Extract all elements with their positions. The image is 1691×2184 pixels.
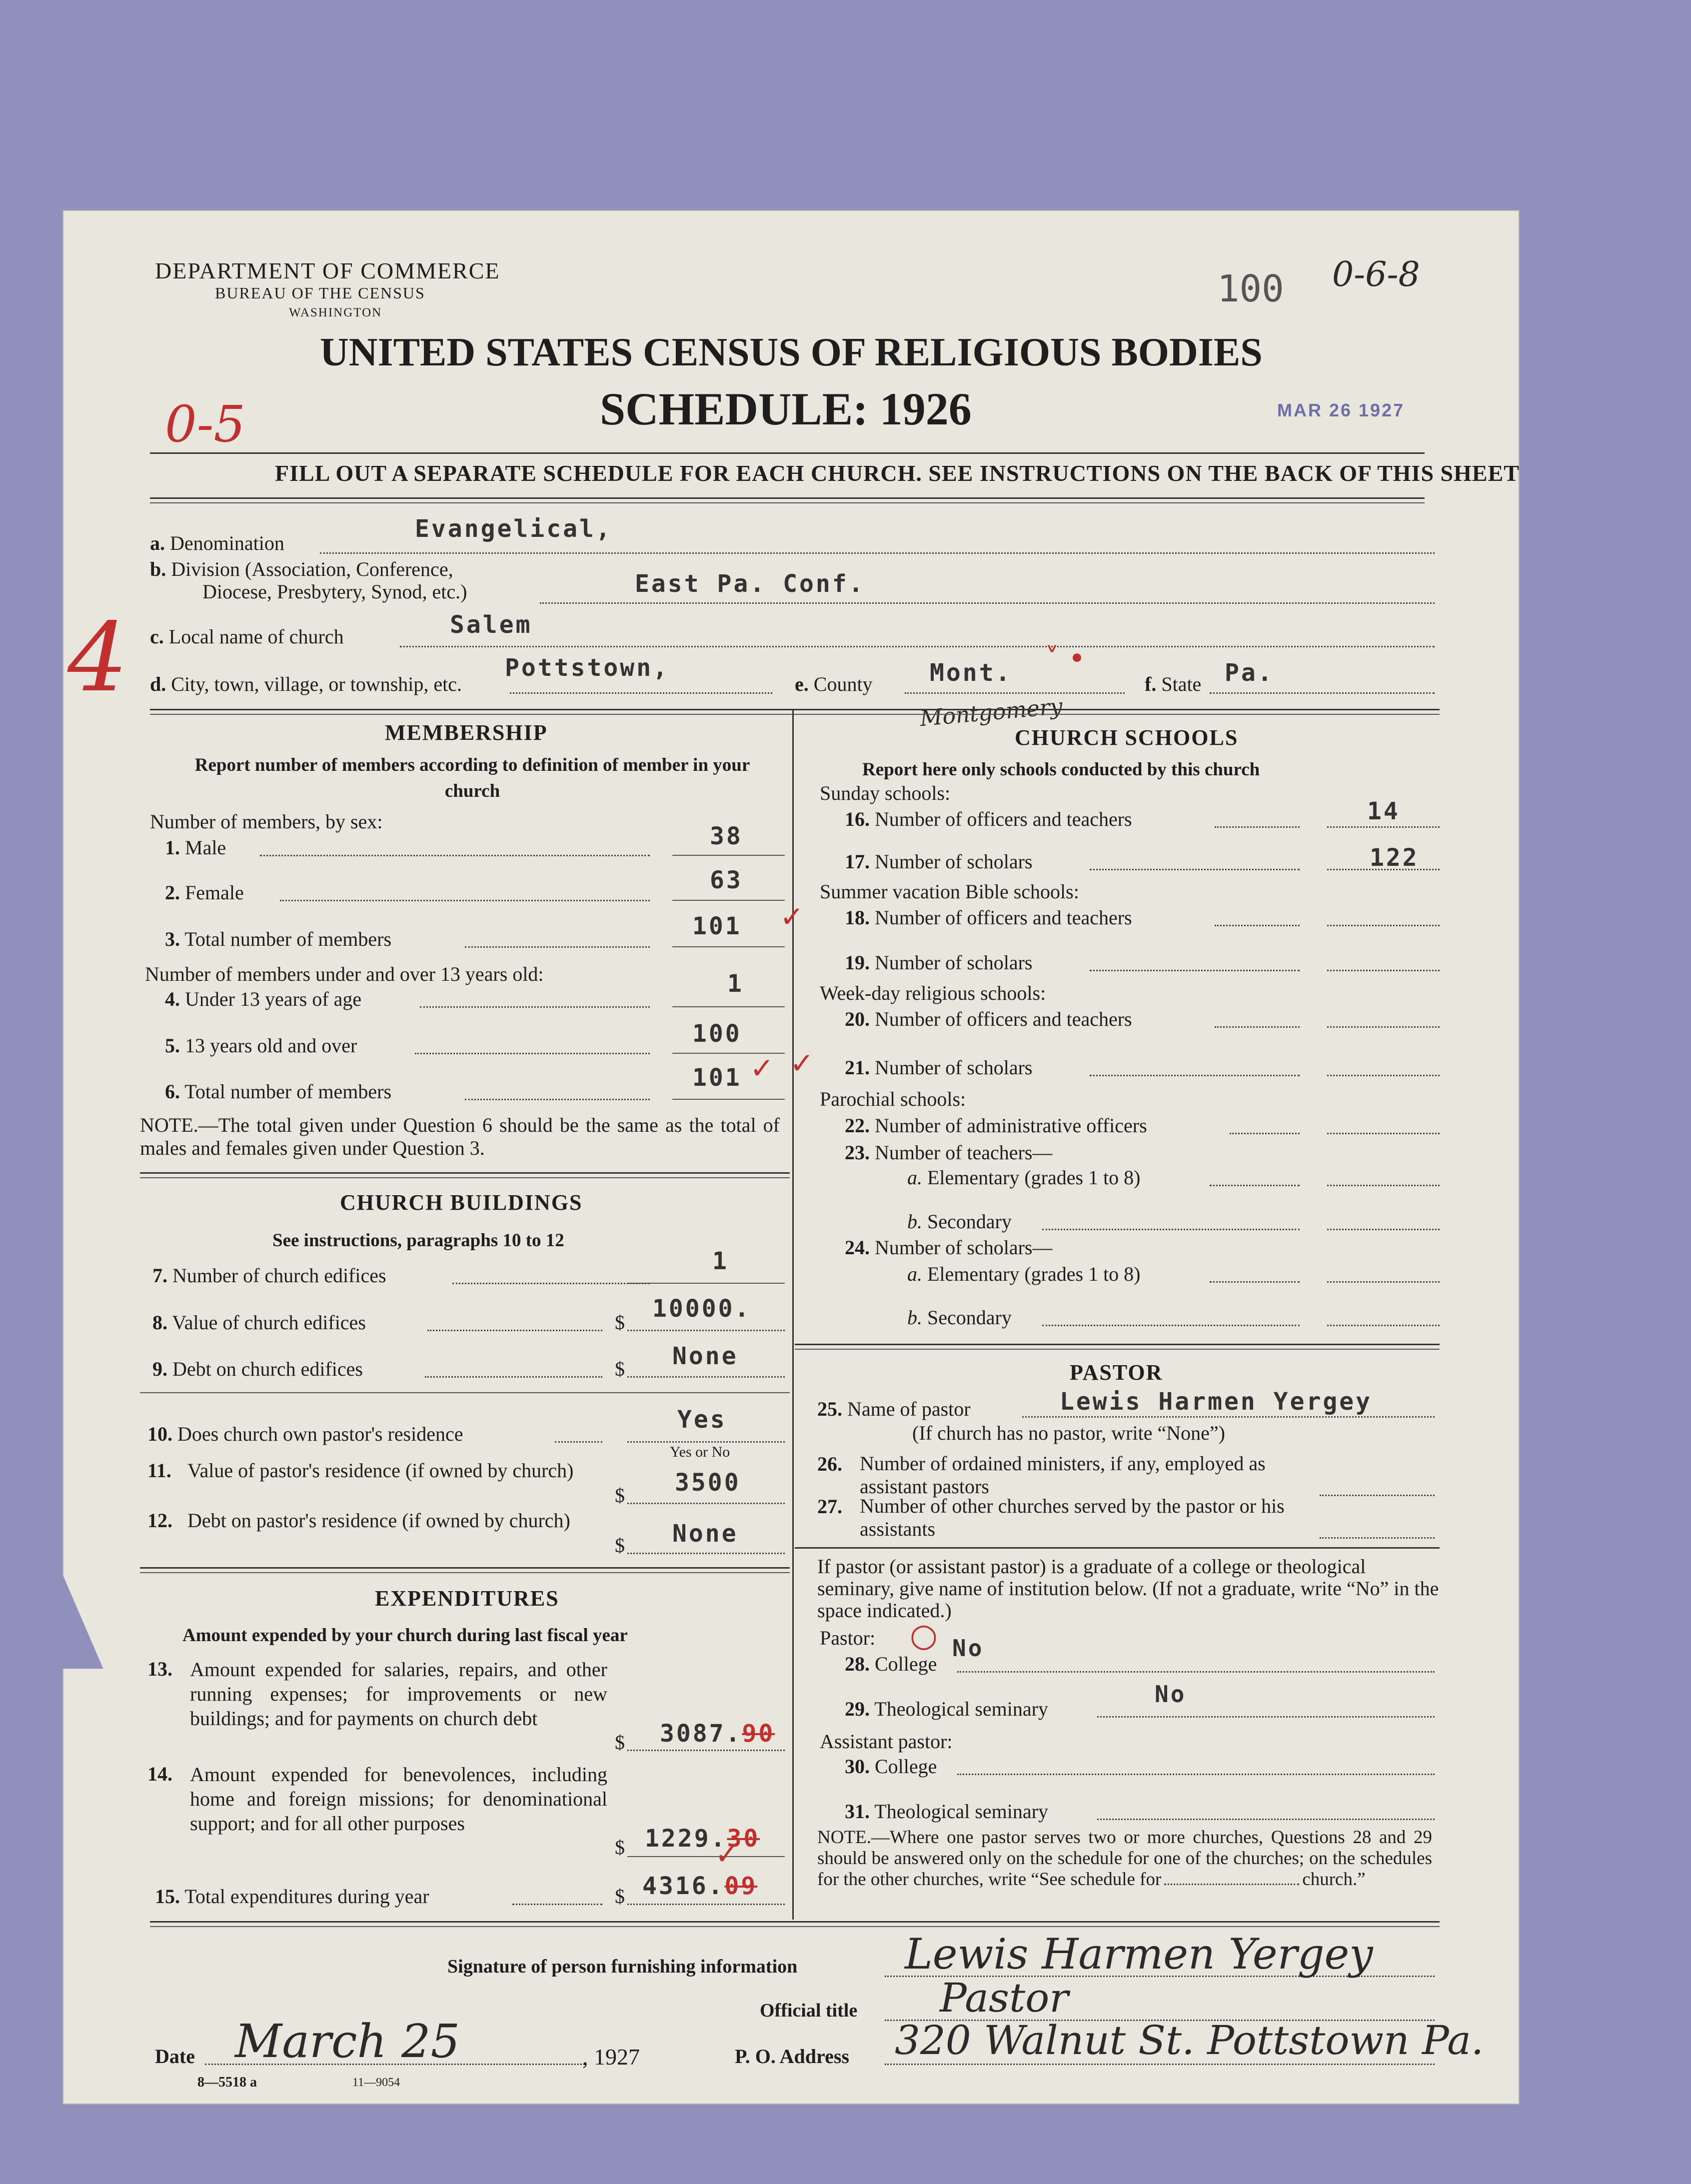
q3-leader: [465, 946, 650, 948]
official-title-value: Pastor: [940, 1975, 1069, 2021]
footer-rule: [150, 1921, 1440, 1923]
q15-dollar-sign: $: [615, 1885, 625, 1908]
q18-answer-line: [1327, 925, 1440, 926]
q25-label: Name of pastor: [847, 1398, 971, 1420]
parochial-schools-label: Parochial schools:: [820, 1088, 966, 1110]
q9-label: Debt on church edifices: [172, 1358, 363, 1380]
q17-leader: [1090, 869, 1300, 870]
q18-leader: [1215, 925, 1300, 926]
division-line: [540, 602, 1435, 604]
weekday-schools-label: Week-day religious schools:: [820, 982, 1046, 1004]
q28-college-value: No: [952, 1635, 984, 1662]
church-name-label: Local name of church: [168, 625, 344, 648]
schools-rule-2: [795, 1349, 1440, 1350]
po-address-label: P. O. Address: [735, 2045, 849, 2068]
q1-answer-line: [672, 855, 785, 856]
state-value: Pa.: [1225, 659, 1274, 687]
q2-female-value: 63: [710, 866, 743, 894]
q6-answer-line: [672, 1099, 785, 1100]
q16-label: Number of officers and teachers: [875, 808, 1132, 830]
q27-answer-line: [1320, 1537, 1435, 1539]
q24b-label: Secondary: [927, 1306, 1012, 1329]
date-label: Date: [155, 2045, 195, 2068]
header-rule-bottom-2: [150, 502, 1425, 503]
q14-dollar-sign: $: [615, 1836, 625, 1859]
department-name: DEPARTMENT OF COMMERCE: [155, 258, 500, 283]
q12-value: None: [672, 1520, 738, 1548]
q10-leader: [555, 1441, 602, 1443]
buildings-rule-2: [140, 1572, 790, 1573]
q16-leader: [1215, 826, 1300, 828]
q7-answer-line: [627, 1283, 785, 1284]
header-rule-top: [150, 452, 1425, 454]
assistant-pastor-subheading: Assistant pastor:: [820, 1730, 953, 1753]
bureau-name: BUREAU OF THE CENSUS: [215, 284, 425, 302]
section-rule-2: [150, 714, 1440, 715]
q2-answer-line: [672, 900, 785, 901]
q6-check-mark-2: ✓: [790, 1046, 814, 1080]
q26-label: Number of ordained ministers, if any, employed as assistant pastors: [860, 1452, 1266, 1498]
q27-label: Number of other churches served by the pastor or his assistants: [860, 1495, 1285, 1540]
expenditures-heading: EXPENDITURES: [375, 1586, 559, 1611]
q4-under13-value: 1: [727, 970, 744, 998]
q4-answer-line: [672, 1006, 785, 1007]
q6-label: Total number of members: [184, 1080, 392, 1103]
q13-dollar-sign: $: [615, 1731, 625, 1754]
q18-label: Number of officers and teachers: [875, 906, 1132, 929]
page-title: UNITED STATES CENSUS OF RELIGIOUS BODIES: [320, 330, 1263, 374]
q16-value: 14: [1367, 797, 1400, 825]
state-line: [1210, 692, 1435, 694]
q14-check-mark: ✓: [715, 1837, 739, 1871]
q15-label: Total expenditures during year: [184, 1885, 429, 1908]
red-annotation: 0-5: [165, 395, 246, 453]
sunday-schools-label: Sunday schools:: [820, 782, 951, 804]
q3-total-value: 101: [692, 912, 742, 940]
q29-seminary-value: No: [1155, 1681, 1187, 1708]
membership-intro: Report number of members according to definition of member in your church: [194, 755, 750, 801]
q11-answer-line: [627, 1503, 785, 1504]
by-age-label: Number of members under and over 13 years old:: [145, 963, 544, 985]
q8-leader: [427, 1330, 602, 1331]
pastor-note-end: church.”: [1302, 1869, 1366, 1890]
date-year: , 1927: [582, 2044, 640, 2070]
q9-answer-line: [627, 1376, 785, 1378]
q30-label: College: [875, 1755, 937, 1778]
q24a-leader: [1210, 1281, 1300, 1283]
q30-answer-line: [957, 1774, 1435, 1775]
q26-answer-line: [1320, 1495, 1435, 1496]
q9-value: None: [672, 1342, 738, 1370]
membership-rule: [140, 1172, 790, 1174]
bureau-city: WASHINGTON: [289, 306, 382, 319]
membership-rule-2: [140, 1177, 790, 1178]
q21-answer-line: [1327, 1075, 1440, 1076]
q23a-answer-line: [1327, 1185, 1440, 1186]
q1-male-value: 38: [710, 822, 743, 850]
q11-value: 3500: [675, 1469, 741, 1497]
q14-value: 1229.: [645, 1825, 727, 1853]
q13-label: Amount expended for salaries, repairs, and other running expenses; for improvements or new buildings; and for payments on church debt: [190, 1658, 607, 1730]
red-circle-mark: ○: [910, 1617, 938, 1654]
q28-answer-line: [957, 1671, 1435, 1673]
q23a-label: Elementary (grades 1 to 8): [927, 1166, 1141, 1189]
form-number: 8—5518 a: [197, 2075, 257, 2090]
q29-label: Theological seminary: [874, 1698, 1048, 1720]
division-label: Division (Association, Conference,: [171, 558, 453, 580]
q23b-leader: [1042, 1229, 1300, 1230]
division-value: East Pa. Conf.: [635, 570, 865, 598]
q10-hint: Yes or No: [670, 1444, 730, 1460]
q7-leader: [452, 1283, 650, 1284]
signature-value: Lewis Harmen Yergey: [905, 1930, 1373, 1979]
q13-cents-struck: 90: [742, 1720, 775, 1748]
schools-intro: Report here only schools conducted by this church: [862, 759, 1260, 780]
official-title-label: Official title: [760, 2000, 858, 2021]
q12-dollar-sign: $: [615, 1534, 625, 1557]
q21-label: Number of scholars: [875, 1056, 1033, 1079]
q1-label: Male: [185, 836, 226, 859]
graduate-instructions: If pastor (or assistant pastor) is a graduate of a college or theological seminary, give name of institution below. (If not a graduate, write “No” in the space indicated.): [817, 1555, 1439, 1622]
q14-cents-struck: 30: [727, 1825, 760, 1853]
q3-answer-line: [672, 946, 785, 947]
q7-label: Number of church edifices: [172, 1264, 386, 1287]
q17-label: Number of scholars: [875, 850, 1033, 873]
q8-answer-line: [627, 1330, 785, 1331]
pastor-rule: [795, 1547, 1440, 1549]
q10-label: Does church own pastor's residence: [177, 1423, 463, 1445]
q23-label: Number of teachers—: [875, 1141, 1053, 1164]
q15-value: 4316.: [642, 1872, 725, 1900]
q25-hint: (If church has no pastor, write “None”): [912, 1422, 1225, 1444]
po-address-value: 320 Walnut St. Pottstown Pa.: [895, 2017, 1484, 2064]
received-date-stamp: MAR 26 1927: [1277, 400, 1405, 420]
q9-dollar-sign: $: [615, 1358, 625, 1380]
q5-leader: [415, 1053, 650, 1054]
q3-label: Total number of members: [184, 928, 392, 950]
q31-answer-line: [1097, 1819, 1435, 1820]
q24b-leader: [1042, 1325, 1300, 1326]
q15-answer-line: [627, 1904, 785, 1905]
q15-cents-struck: 09: [724, 1872, 758, 1900]
q3-check-mark: ✓: [780, 900, 804, 934]
po-address-line: [885, 2064, 1435, 2065]
q13-value: 3087.: [660, 1720, 742, 1748]
state-label: State: [1161, 673, 1202, 695]
county-value: Mont.: [930, 659, 1012, 687]
church-name-value: Salem: [450, 611, 532, 639]
buildings-intro: See instructions, paragraphs 10 to 12: [272, 1230, 564, 1251]
section-rule: [150, 709, 1440, 710]
q13-answer-line: [627, 1750, 785, 1751]
q21-leader: [1090, 1075, 1300, 1076]
q16-answer-line: [1327, 826, 1440, 828]
q9-leader: [425, 1376, 602, 1378]
q2-leader: [280, 900, 650, 901]
q20-leader: [1215, 1026, 1300, 1028]
q11-label: Value of pastor's residence (if owned by church): [187, 1459, 574, 1482]
q19-answer-line: [1327, 970, 1440, 971]
denomination-value: Evangelical,: [415, 515, 612, 543]
q22-leader: [1230, 1133, 1300, 1134]
q2-label: Female: [185, 881, 244, 904]
county-full-name-note: Montgomery: [919, 693, 1064, 732]
footer-rule-2: [150, 1926, 1440, 1927]
q11-dollar-sign: $: [615, 1484, 625, 1507]
q24b-answer-line: [1327, 1325, 1440, 1326]
church-name-line: [400, 646, 1435, 647]
denomination-line: [320, 552, 1435, 554]
q22-label: Number of administrative officers: [875, 1114, 1147, 1137]
q8-value: 10000.: [652, 1295, 751, 1323]
header-rule-bottom: [150, 497, 1425, 499]
pastor-subheading: Pastor:: [820, 1627, 876, 1649]
city-value: Pottstown,: [505, 654, 669, 682]
q4-leader: [420, 1006, 650, 1008]
county-label: County: [813, 673, 873, 695]
q6-total-value: 101: [692, 1064, 742, 1092]
q17-value: 122: [1370, 844, 1419, 872]
q14-answer-line: [627, 1856, 785, 1857]
q1-leader: [260, 855, 650, 856]
code-number: 100: [1217, 267, 1284, 310]
q28-label: College: [875, 1653, 937, 1675]
schools-rule: [795, 1344, 1440, 1345]
q4-label: Under 13 years of age: [185, 988, 362, 1010]
q25-pastor-name-value: Lewis Harmen Yergey: [1060, 1388, 1373, 1416]
membership-heading: MEMBERSHIP: [385, 720, 548, 745]
print-number: 11—9054: [352, 2076, 400, 2089]
buildings-heading: CHURCH BUILDINGS: [340, 1190, 583, 1215]
q20-label: Number of officers and teachers: [875, 1008, 1132, 1030]
instruction-banner: FILL OUT A SEPARATE SCHEDULE FOR EACH CHURCH. SEE INSTRUCTIONS ON THE BACK OF THIS SHEET: [275, 460, 1520, 486]
q8-label: Value of church edifices: [172, 1311, 366, 1334]
q7-edifices-value: 1: [712, 1247, 729, 1275]
q24a-label: Elementary (grades 1 to 8): [927, 1263, 1141, 1285]
column-divider: [792, 710, 794, 1920]
county-check-mark: ˅ •: [1045, 641, 1086, 675]
expenditures-intro: Amount expended by your church during last fiscal year: [182, 1625, 628, 1646]
pastor-note: NOTE.—Where one pastor serves two or more churches, Questions 28 and 29 should be answered only on the schedule for one of the churches; on the schedules for the other churches, write “See schedule for: [817, 1827, 1432, 1890]
q24a-answer-line: [1327, 1281, 1440, 1283]
q24-label: Number of scholars—: [875, 1236, 1053, 1259]
signature-label: Signature of person furnishing information: [447, 1956, 798, 1977]
q12-label: Debt on pastor's residence (if owned by church): [187, 1509, 570, 1532]
schedule-title: SCHEDULE: 1926: [600, 383, 972, 434]
membership-note: NOTE.—The total given under Question 6 should be the same as the total of males and females given under Question 3.: [140, 1114, 780, 1159]
city-label: City, town, village, or township, etc.: [171, 673, 462, 695]
red-side-annotation: 4: [67, 602, 128, 713]
county-line: [905, 692, 1125, 694]
q5-label: 13 years old and over: [185, 1034, 357, 1057]
q5-over13-value: 100: [692, 1020, 742, 1048]
q23b-answer-line: [1327, 1229, 1440, 1230]
division-label-2: Diocese, Presbytery, Synod, etc.): [202, 580, 467, 603]
q31-label: Theological seminary: [874, 1800, 1048, 1823]
denomination-label: Denomination: [170, 532, 284, 554]
q22-answer-line: [1327, 1133, 1440, 1134]
pastor-heading: PASTOR: [1070, 1360, 1163, 1385]
q23b-label: Secondary: [927, 1210, 1012, 1233]
buildings-mid-rule: [140, 1392, 790, 1393]
q19-leader: [1090, 970, 1300, 971]
q20-answer-line: [1327, 1026, 1440, 1028]
q25-answer-line: [1022, 1416, 1435, 1418]
q29-answer-line: [1097, 1716, 1435, 1718]
city-line: [510, 692, 772, 694]
q14-label: Amount expended for benevolences, including home and foreign missions; for denominational support; and for all other purposes: [190, 1763, 607, 1835]
q12-answer-line: [627, 1553, 785, 1554]
q15-leader: [512, 1904, 602, 1905]
q10-value: Yes: [677, 1406, 727, 1434]
summer-schools-label: Summer vacation Bible schools:: [820, 880, 1079, 903]
q23a-leader: [1210, 1185, 1300, 1186]
schools-heading: CHURCH SCHOOLS: [1015, 725, 1239, 750]
by-sex-label: Number of members, by sex:: [150, 810, 383, 833]
date-value: March 25: [235, 2015, 460, 2068]
q10-answer-line: [627, 1441, 785, 1443]
q6-leader: [465, 1099, 650, 1100]
q6-check-mark-1: ✓: [750, 1051, 774, 1085]
buildings-rule: [140, 1567, 790, 1569]
q19-label: Number of scholars: [875, 951, 1033, 974]
code-handwritten: 0-6-8: [1332, 255, 1420, 294]
q8-dollar-sign: $: [615, 1311, 625, 1334]
